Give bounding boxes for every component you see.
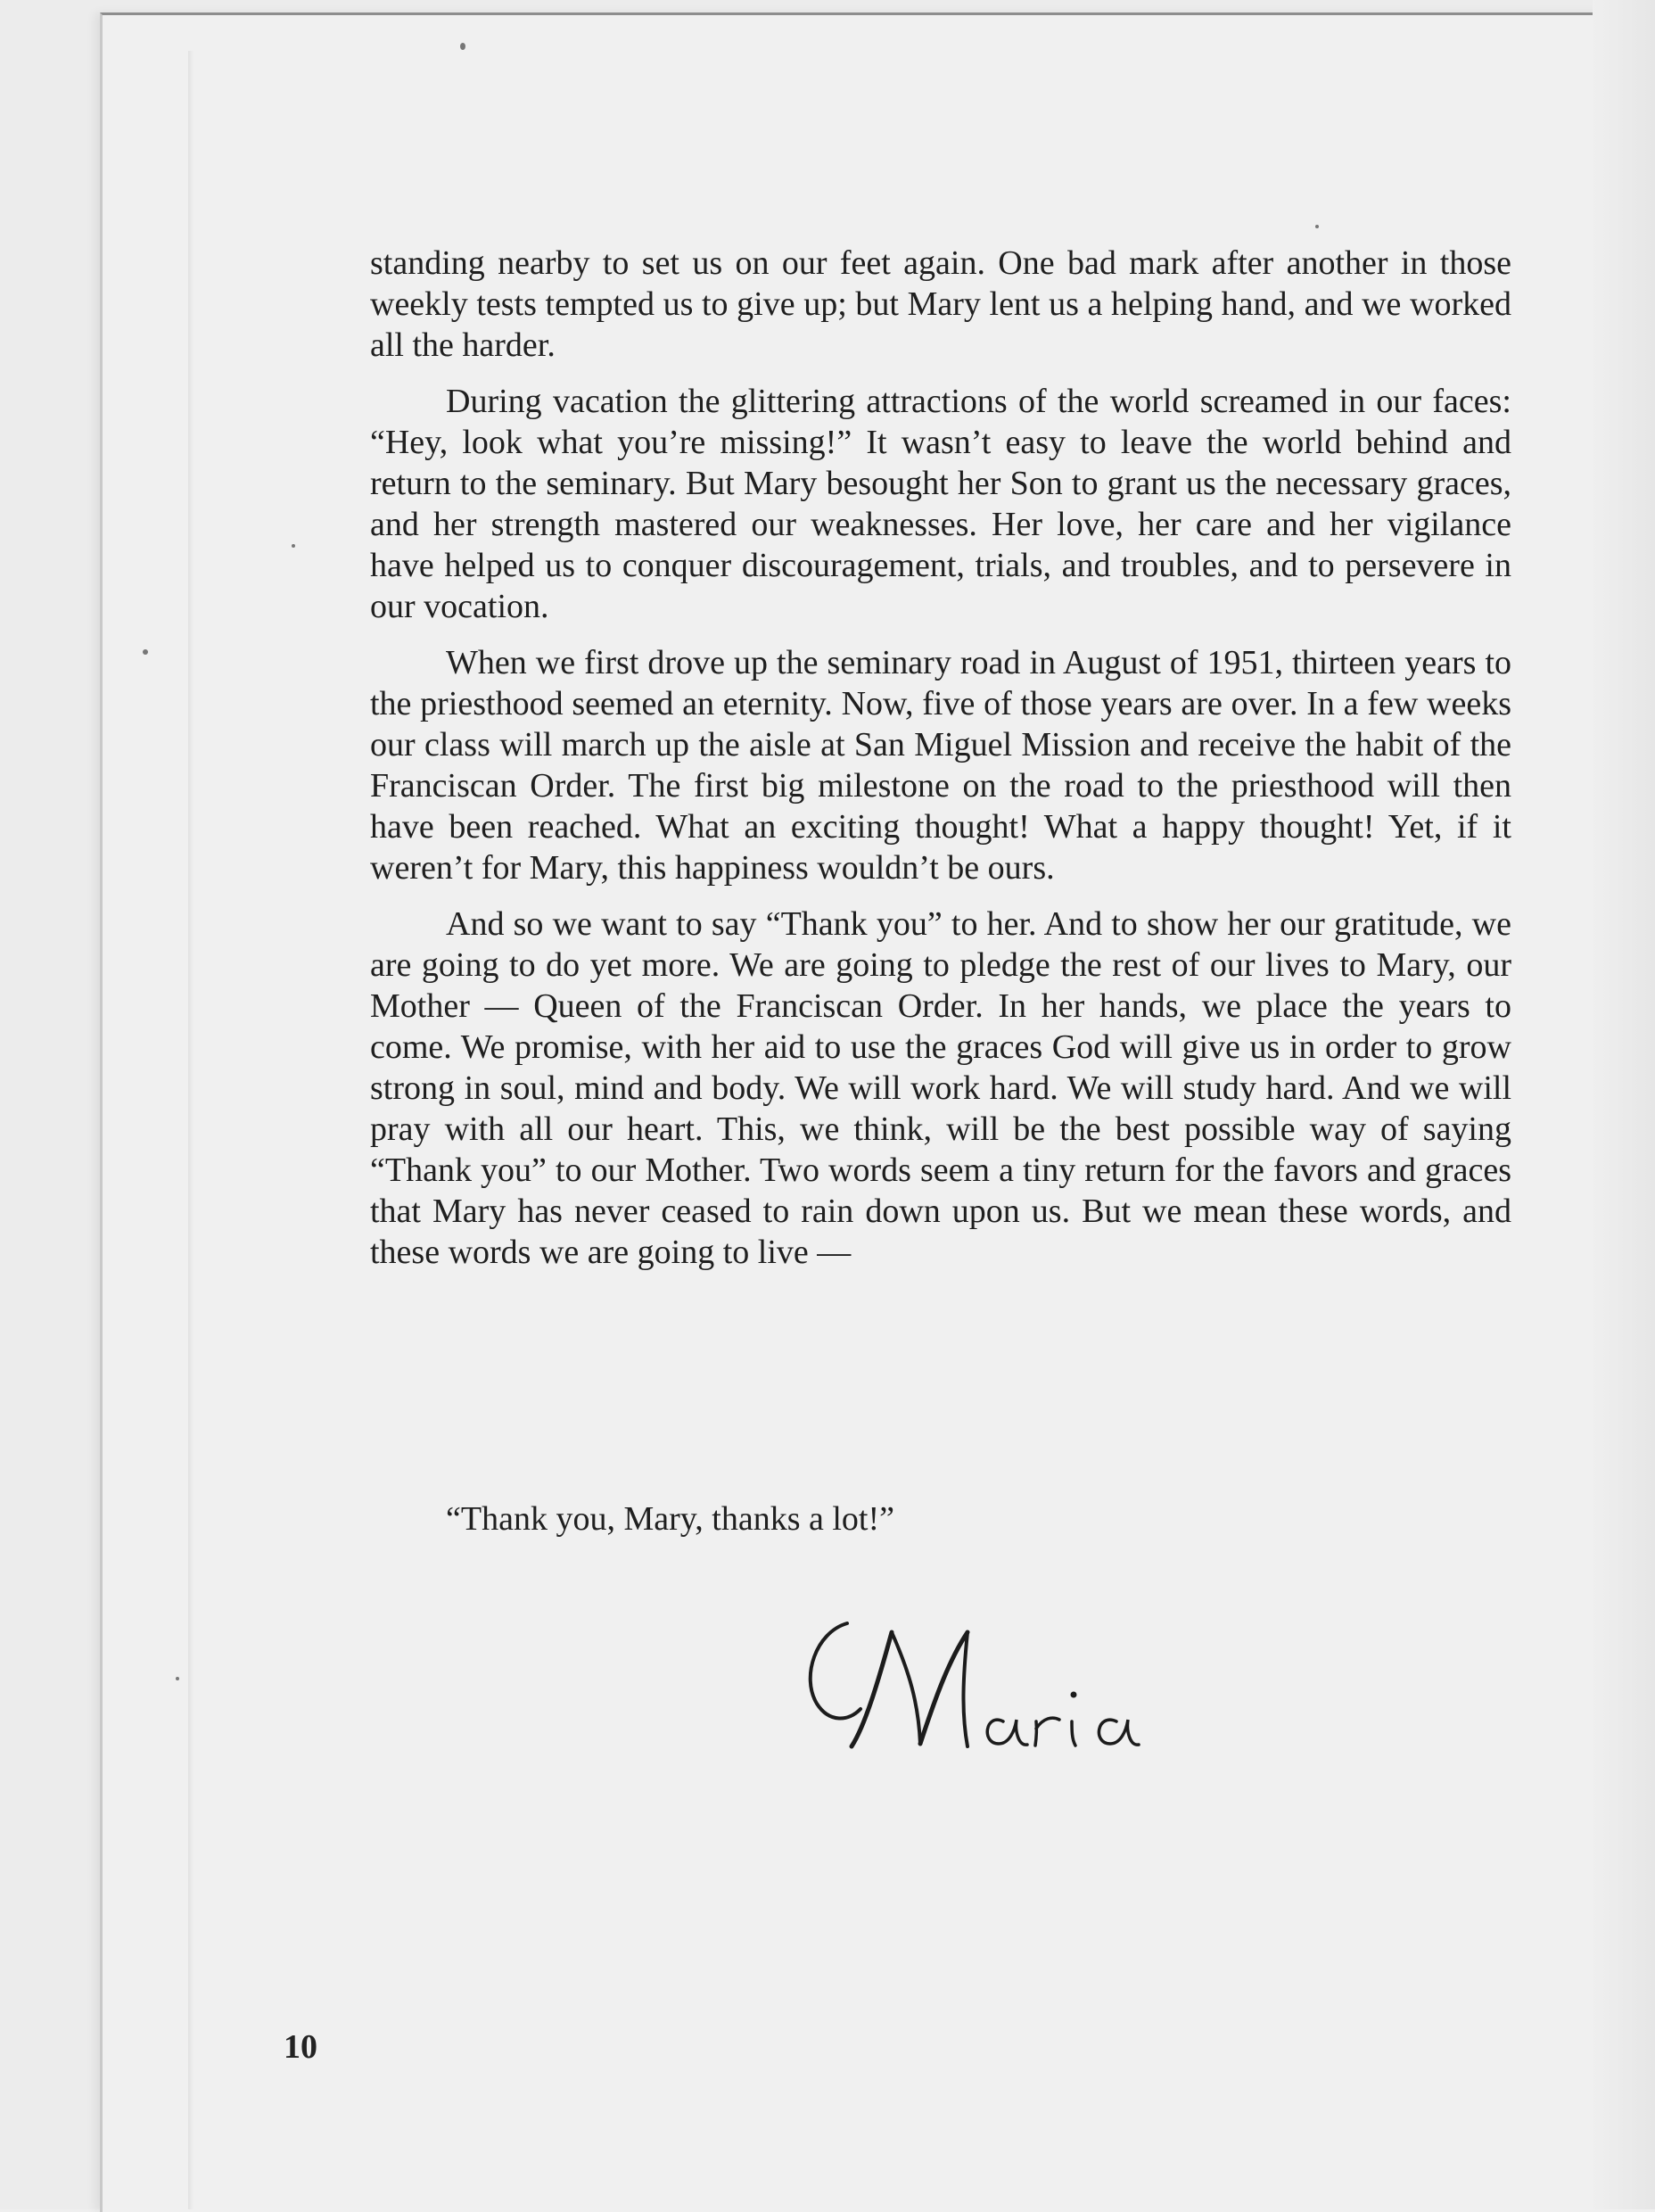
article-body bbox=[370, 243, 1511, 1288]
paragraph-2: During vacation the glittering attractions of the world screamed in our faces: “Hey, look what you’re missing!” It wasn’t easy to leave the world behind and return to the seminary. But Mary besought her Son to grant us the necessary graces, and her strength mastered our weaknesses. Her love, her care and her vigilance have helped us to conquer discouragement, trials, and troubles, and to persevere in our vocation. bbox=[370, 383, 1511, 625]
maria-signature bbox=[785, 1597, 1195, 1775]
dust-speck bbox=[292, 544, 295, 548]
dust-speck bbox=[176, 1677, 179, 1680]
paragraph-1: standing nearby to set us on our feet again. One bad mark after another in those weekly tests tempted us to give up; but Mary lent us a helping hand, and we worked all the harder. bbox=[370, 244, 1511, 364]
dust-speck bbox=[143, 649, 148, 655]
paragraph-4: And so we want to say “Thank you” to her. And to show her our gratitude, we are going to do yet more. We are going to pledge the rest of our lives to Mary, our Mother — Queen of the Franciscan Order. In her hands, we place the years to come. We promise, with her aid to use the graces God will give us in order to grow strong in soul, mind and body. We will work hard. We will study hard. And we will pray with all our heart. This, we think, will be the best possible way of saying “Thank you” to our Mother. Two words seem a tiny return for the favors and graces that Mary has never ceased to rain down upon us. But we mean these words, and these words we are going to live — bbox=[370, 905, 1511, 1271]
page-binding-shadow bbox=[188, 51, 193, 2209]
page-right-edge bbox=[1593, 0, 1655, 2209]
closing-line: “Thank you, Mary, thanks a lot!” bbox=[446, 1500, 894, 1538]
paragraph-3: When we first drove up the seminary road in August of 1951, thirteen years to the priesthood seemed an eternity. Now, five of those years are over. In a few weeks our class will march up the aisle at San Miguel Mission and receive the habit of the Franciscan Order. The first big milestone on the road to the priesthood will then have been reached. What an exciting thought! What a happy thought! Yet, if it weren’t for Mary, this happiness wouldn’t be ours. bbox=[370, 644, 1511, 887]
page-number: 10 bbox=[284, 2028, 317, 2066]
dust-speck bbox=[460, 43, 465, 50]
dust-speck bbox=[1315, 225, 1319, 228]
